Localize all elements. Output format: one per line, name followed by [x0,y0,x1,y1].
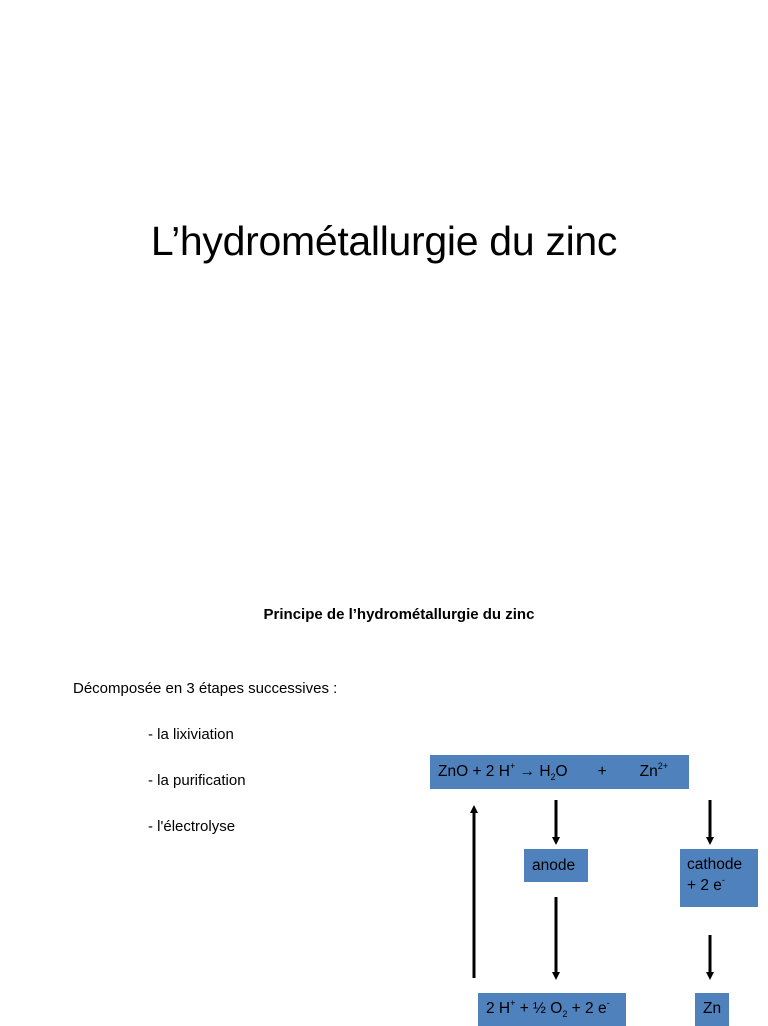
electron-charge: - [721,874,725,885]
bottom-part3: + 2 e [567,1000,607,1017]
water-subscript: 2 [550,772,556,783]
slide-title: L’hydrométallurgie du zinc [150,218,618,264]
water-tail: O [555,763,568,780]
bottom-part2: + ½ O [515,1000,563,1017]
bottom-charge3: - [606,997,610,1008]
reactant-text: ZnO + 2 H [438,763,510,780]
intro-text: Décomposée en 3 étapes successives : [73,680,338,697]
plus-sign: + [597,763,607,780]
step-lixiviation: - la lixiviation [148,726,234,743]
step-purification: - la purification [148,772,246,789]
section-heading: Principe de l’hydrométallurgie du zinc [263,606,535,623]
zinc-label: Zn [703,1000,722,1017]
cathode-label: cathode [687,856,743,873]
product-text: Zn [639,763,658,780]
zinc-ion-charge: 2+ [657,760,669,771]
anode-label: anode [532,857,576,874]
cathode-electrons-text: + 2 e [687,876,722,894]
reaction-arrow-text: → H [515,763,551,780]
oxygen-subscript: 2 [562,1009,568,1020]
step-electrolysis: - l'électrolyse [148,818,236,835]
proton-charge: + [509,760,516,771]
bottom-part1: 2 H [486,1000,511,1017]
bottom-charge1: + [510,997,516,1008]
